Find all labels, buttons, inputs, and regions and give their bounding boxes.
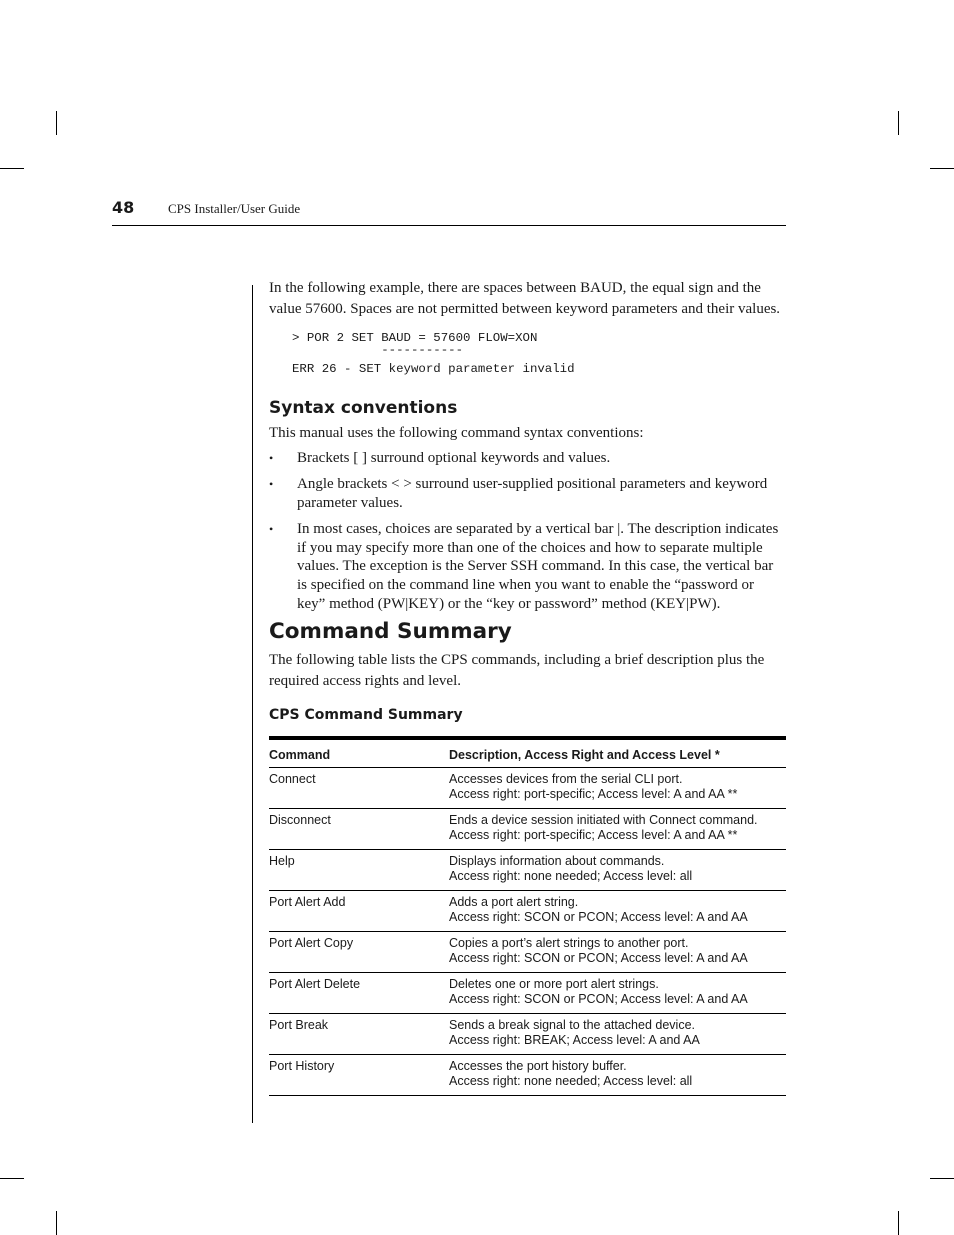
conventions-list — [269, 449, 786, 614]
table-row — [269, 809, 786, 850]
crop-mark — [930, 168, 954, 169]
description-cell — [449, 1055, 786, 1096]
chapter-heading: Command Summary — [269, 619, 512, 645]
crop-mark — [898, 1211, 899, 1235]
table-row — [269, 973, 786, 1014]
description-text: Deletes one or more port alert strings. — [449, 977, 659, 992]
code-line: ERR 26 - SET keyword parameter invalid — [292, 362, 575, 376]
description-cell — [449, 768, 786, 809]
table-row — [269, 891, 786, 932]
crop-mark — [56, 111, 57, 135]
table-row — [269, 1055, 786, 1096]
code-line: > POR 2 SET BAUD = 57600 FLOW=XON — [292, 331, 538, 345]
command-cell: Help — [269, 850, 449, 891]
crop-mark — [0, 168, 24, 169]
page-number: 48 — [112, 198, 135, 217]
description-text: Sends a break signal to the attached device. — [449, 1018, 695, 1033]
access-text: Access right: port-specific; Access level: A and AA ** — [449, 828, 738, 843]
code-example — [269, 330, 786, 378]
crop-mark — [56, 1211, 57, 1235]
command-cell: Port Alert Copy — [269, 932, 449, 973]
table-header-row — [269, 738, 786, 768]
description-text: Ends a device session initiated with Connect command. — [449, 813, 758, 828]
crop-mark — [898, 111, 899, 135]
crop-mark — [0, 1178, 24, 1179]
command-cell: Port Break — [269, 1014, 449, 1055]
description-cell — [449, 891, 786, 932]
table-row — [269, 850, 786, 891]
command-cell: Port Alert Delete — [269, 973, 449, 1014]
command-cell: Connect — [269, 768, 449, 809]
list-item: • In most cases, choices are separated by a vertical bar |. The description indicates if you may specify more than one of the choices and how to separate multiple values. The exception is the Server SSH command. In this case, the vertical bar is specified on the command line when you want to enable the “password or key” method (PW|KEY) or the “key or password” method (KEY|PW). — [269, 520, 786, 613]
description-cell — [449, 809, 786, 850]
table-title: CPS Command Summary — [269, 707, 463, 724]
running-header — [112, 196, 786, 226]
table-row — [269, 768, 786, 809]
table-row — [269, 932, 786, 973]
command-table — [269, 736, 786, 1096]
description-cell — [449, 932, 786, 973]
command-cell: Port Alert Add — [269, 891, 449, 932]
table-row — [269, 1014, 786, 1055]
access-text: Access right: SCON or PCON; Access level: A and AA — [449, 951, 748, 966]
list-item: • Angle brackets < > surround user-supplied positional parameters and keyword parameter values. — [269, 475, 786, 512]
description-cell — [449, 850, 786, 891]
description-text: Accesses devices from the serial CLI port. — [449, 772, 683, 787]
description-cell — [449, 973, 786, 1014]
description-text: Copies a port’s alert strings to another port. — [449, 936, 689, 951]
description-text: Adds a port alert string. — [449, 895, 579, 910]
intro-paragraph: In the following example, there are spaces between BAUD, the equal sign and the value 57600. Spaces are not permitted between keyword parameters and their values. — [269, 280, 781, 317]
access-text: Access right: none needed; Access level: all — [449, 1074, 693, 1089]
syntax-lead: This manual uses the following command syntax conventions: — [269, 425, 644, 441]
description-text: Displays information about commands. — [449, 854, 665, 869]
margin-rule — [252, 285, 253, 1123]
column-header: Command — [269, 738, 449, 768]
access-text: Access right: SCON or PCON; Access level: A and AA — [449, 992, 748, 1007]
list-item: • Brackets [ ] surround optional keywords and values. — [269, 449, 786, 468]
access-text: Access right: SCON or PCON; Access level: A and AA — [449, 910, 748, 925]
access-text: Access right: port-specific; Access level: A and AA ** — [449, 787, 738, 802]
running-title: CPS Installer/User Guide — [168, 201, 301, 216]
description-text: Accesses the port history buffer. — [449, 1059, 627, 1074]
command-cell: Port History — [269, 1055, 449, 1096]
summary-paragraph: The following table lists the CPS commands, including a brief description plus the required access rights and level. — [269, 652, 765, 689]
command-cell: Disconnect — [269, 809, 449, 850]
access-text: Access right: none needed; Access level: all — [449, 869, 693, 884]
description-cell — [449, 1014, 786, 1055]
section-heading: Syntax conventions — [269, 398, 458, 418]
access-text: Access right: BREAK; Access level: A and AA — [449, 1033, 700, 1048]
crop-mark — [930, 1178, 954, 1179]
code-line: ----------- — [292, 343, 464, 357]
column-header: Description, Access Right and Access Level * — [449, 738, 786, 768]
page-content — [269, 278, 786, 1096]
